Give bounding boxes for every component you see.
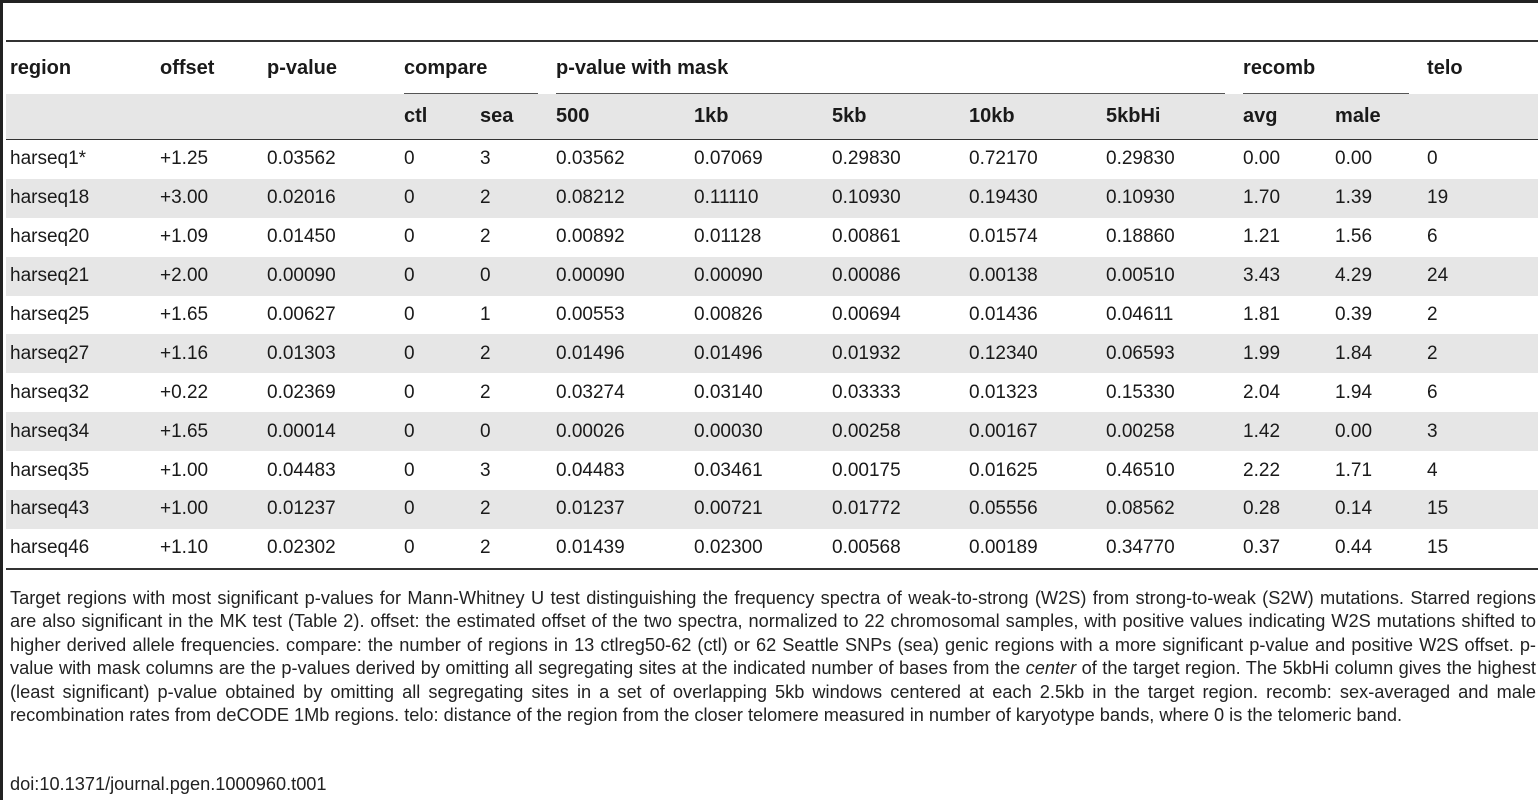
table-row bbox=[6, 140, 1538, 179]
cell-offset: +2.00 bbox=[156, 257, 263, 296]
cell-ctl: 0 bbox=[400, 490, 476, 529]
table-row bbox=[6, 451, 1538, 490]
subheader-ctl: ctl bbox=[400, 94, 476, 140]
cell-telo: 19 bbox=[1423, 179, 1538, 218]
cell-sea: 2 bbox=[480, 381, 491, 403]
cell-recomb-male: 1.94 bbox=[1335, 381, 1373, 403]
header-mask bbox=[552, 41, 1239, 94]
cell-mask-500: 0.00553 bbox=[556, 304, 625, 325]
cell-region: harseq46 bbox=[6, 529, 156, 569]
cell-region: harseq18 bbox=[6, 179, 156, 218]
header-row-1 bbox=[6, 41, 1538, 94]
cell-mask-10kb: 0.12340 bbox=[965, 334, 1102, 373]
cell-recomb-male: 4.29 bbox=[1331, 257, 1423, 296]
cell-mask-5kbhi: 0.34770 bbox=[1102, 529, 1239, 569]
cell-mask-1kb: 0.02300 bbox=[690, 529, 828, 569]
cell-recomb-avg: 1.42 bbox=[1239, 412, 1331, 451]
subheader-avg: avg bbox=[1239, 94, 1331, 140]
cell-sea: 1 bbox=[480, 304, 491, 325]
cell-mask-1kb: 0.03461 bbox=[694, 459, 763, 481]
table-row bbox=[6, 179, 1538, 218]
cell-region: harseq43 bbox=[6, 490, 156, 529]
table-row bbox=[6, 334, 1538, 373]
cell-recomb-male: 1.71 bbox=[1335, 459, 1373, 481]
cell-sea: 2 bbox=[476, 334, 552, 373]
cell-region: harseq25 bbox=[10, 304, 90, 325]
subheader-sea: sea bbox=[476, 94, 552, 140]
recomb-group-rule bbox=[1243, 93, 1409, 94]
cell-mask-5kbhi: 0.00258 bbox=[1102, 412, 1239, 451]
cell-sea: 0 bbox=[476, 412, 552, 451]
cell-mask-500: 0.00892 bbox=[556, 226, 625, 248]
cell-recomb-male: 0.44 bbox=[1331, 529, 1423, 569]
cell-mask-500: 0.08212 bbox=[552, 179, 690, 218]
cell-mask-1kb: 0.03140 bbox=[694, 381, 763, 403]
header-recomb bbox=[1239, 41, 1423, 94]
cell-ctl: 0 bbox=[400, 257, 476, 296]
cell-mask-5kbhi: 0.04611 bbox=[1106, 304, 1174, 325]
results-table bbox=[6, 40, 1538, 570]
cell-mask-5kb: 0.00086 bbox=[828, 257, 965, 296]
table-caption bbox=[10, 587, 1536, 727]
cell-sea: 2 bbox=[476, 179, 552, 218]
cell-telo: 15 bbox=[1423, 529, 1538, 569]
subheader-500: 500 bbox=[552, 94, 690, 140]
cell-mask-5kb: 0.01932 bbox=[828, 334, 965, 373]
table-row bbox=[6, 257, 1538, 296]
subheader-5kb: 5kb bbox=[828, 94, 965, 140]
cell-pvalue: 0.03562 bbox=[267, 148, 336, 170]
cell-telo: 2 bbox=[1427, 304, 1438, 325]
cell-region: harseq35 bbox=[10, 459, 90, 481]
cell-mask-1kb: 0.01128 bbox=[694, 226, 762, 248]
cell-offset: +1.00 bbox=[160, 459, 209, 481]
cell-mask-10kb: 0.01625 bbox=[969, 459, 1038, 481]
subheader-5kbhi: 5kbHi bbox=[1102, 94, 1239, 140]
cell-telo: 4 bbox=[1427, 459, 1438, 481]
doi-text: doi:10.1371/journal.pgen.1000960.t001 bbox=[10, 774, 327, 794]
table-row bbox=[6, 412, 1538, 451]
cell-mask-5kb: 0.00861 bbox=[832, 226, 901, 248]
cell-offset: +1.10 bbox=[156, 529, 263, 569]
cell-mask-5kbhi: 0.18860 bbox=[1106, 226, 1175, 248]
cell-mask-5kbhi: 0.08562 bbox=[1102, 490, 1239, 529]
cell-mask-500: 0.03274 bbox=[556, 381, 625, 403]
cell-telo: 6 bbox=[1427, 381, 1438, 403]
cell-mask-5kb: 0.01772 bbox=[828, 490, 965, 529]
table-row bbox=[6, 373, 1538, 412]
cell-mask-5kb: 0.03333 bbox=[832, 381, 901, 403]
cell-mask-500: 0.00090 bbox=[552, 257, 690, 296]
subheader-empty-offset bbox=[156, 94, 263, 140]
table-row bbox=[6, 218, 1538, 257]
cell-recomb-male: 1.39 bbox=[1331, 179, 1423, 218]
cell-offset: +1.16 bbox=[156, 334, 263, 373]
table-row bbox=[6, 529, 1538, 569]
cell-recomb-male: 0.39 bbox=[1335, 304, 1373, 325]
cell-recomb-avg: 1.21 bbox=[1243, 226, 1281, 248]
cell-mask-1kb: 0.11110 bbox=[690, 179, 828, 218]
cell-pvalue: 0.01237 bbox=[263, 490, 400, 529]
cell-mask-500: 0.03562 bbox=[556, 148, 625, 170]
cell-recomb-avg: 1.70 bbox=[1239, 179, 1331, 218]
cell-ctl: 0 bbox=[400, 179, 476, 218]
cell-telo: 24 bbox=[1423, 257, 1538, 296]
cell-mask-500: 0.04483 bbox=[556, 459, 625, 481]
cell-mask-5kbhi: 0.46510 bbox=[1106, 459, 1175, 481]
cell-recomb-male: 1.84 bbox=[1331, 334, 1423, 373]
top-border bbox=[0, 0, 1538, 3]
cell-mask-5kbhi: 0.00510 bbox=[1102, 257, 1239, 296]
compare-group-rule bbox=[404, 93, 538, 94]
cell-offset: +3.00 bbox=[156, 179, 263, 218]
cell-pvalue: 0.01450 bbox=[267, 226, 336, 248]
data-table-container bbox=[6, 40, 1538, 570]
cell-mask-5kbhi: 0.15330 bbox=[1106, 381, 1175, 403]
cell-offset: +1.65 bbox=[160, 304, 209, 325]
cell-sea: 2 bbox=[480, 226, 491, 248]
cell-recomb-male: 0.00 bbox=[1331, 412, 1423, 451]
cell-recomb-male: 0.14 bbox=[1331, 490, 1423, 529]
cell-mask-10kb: 0.01436 bbox=[969, 304, 1038, 325]
cell-sea: 3 bbox=[480, 459, 491, 481]
cell-telo: 15 bbox=[1423, 490, 1538, 529]
cell-mask-5kb: 0.29830 bbox=[832, 148, 901, 170]
cell-mask-1kb: 0.01496 bbox=[690, 334, 828, 373]
cell-pvalue: 0.04483 bbox=[267, 459, 336, 481]
header-recomb-label: recomb bbox=[1243, 56, 1316, 79]
cell-pvalue: 0.02302 bbox=[263, 529, 400, 569]
cell-mask-10kb: 0.00167 bbox=[965, 412, 1102, 451]
header-telo: telo bbox=[1423, 41, 1538, 94]
cell-mask-5kb: 0.00694 bbox=[832, 304, 901, 325]
cell-ctl: 0 bbox=[404, 226, 415, 248]
caption-emphasis: center bbox=[1025, 658, 1077, 679]
cell-mask-10kb: 0.19430 bbox=[965, 179, 1102, 218]
header-mask-label: p-value with mask bbox=[556, 56, 729, 79]
cell-mask-500: 0.01496 bbox=[552, 334, 690, 373]
cell-region: harseq27 bbox=[6, 334, 156, 373]
subheader-1kb: 1kb bbox=[690, 94, 828, 140]
cell-ctl: 0 bbox=[400, 334, 476, 373]
cell-mask-10kb: 0.00138 bbox=[965, 257, 1102, 296]
cell-telo: 3 bbox=[1423, 412, 1538, 451]
cell-sea: 2 bbox=[476, 490, 552, 529]
header-region: region bbox=[6, 41, 156, 94]
cell-recomb-avg: 2.04 bbox=[1243, 381, 1281, 403]
cell-telo: 6 bbox=[1427, 226, 1438, 248]
table-row bbox=[6, 490, 1538, 529]
cell-sea: 2 bbox=[476, 529, 552, 569]
cell-mask-5kb: 0.00258 bbox=[828, 412, 965, 451]
cell-ctl: 0 bbox=[404, 304, 415, 325]
cell-recomb-male: 0.00 bbox=[1335, 148, 1373, 170]
cell-ctl: 0 bbox=[404, 381, 415, 403]
cell-mask-10kb: 0.01574 bbox=[969, 226, 1038, 248]
cell-mask-1kb: 0.00721 bbox=[690, 490, 828, 529]
subheader-empty-region bbox=[6, 94, 156, 140]
cell-mask-1kb: 0.00826 bbox=[694, 304, 763, 325]
header-compare bbox=[400, 41, 552, 94]
cell-recomb-avg: 2.22 bbox=[1243, 459, 1281, 481]
cell-telo: 2 bbox=[1423, 334, 1538, 373]
cell-pvalue: 0.00627 bbox=[267, 304, 336, 325]
cell-offset: +1.00 bbox=[156, 490, 263, 529]
cell-recomb-avg: 1.81 bbox=[1243, 304, 1281, 325]
cell-pvalue: 0.02016 bbox=[263, 179, 400, 218]
caption-part-1: Target regions with most significant p-values for Mann-Whitney U test distinguishing the frequency spectra of weak-to-strong (W2S) from strong-to-weak (S2W) mutations. Starred regions are also significant in the MK test (Table 2). offset: the estimated offset of the two spectra, normalized to 22 chromosomal samples, with positive values indicating W2S mutations shifted to higher derived allele frequencies. compare: the number of regions in 13 ctlreg50-62 (ctl) or 62 Seattle SNPs (sea) genic regions with a more significant p-value and positive W2S offset. p-value with mask columns are the p-values derived by omitting all segregating sites at the indicated number of bases from the bbox=[10, 588, 1536, 679]
cell-recomb-avg: 1.99 bbox=[1239, 334, 1331, 373]
cell-recomb-avg: 0.28 bbox=[1239, 490, 1331, 529]
cell-pvalue: 0.02369 bbox=[267, 381, 336, 403]
cell-recomb-avg: 0.00 bbox=[1243, 148, 1281, 170]
cell-offset: +1.09 bbox=[160, 226, 209, 248]
cell-pvalue: 0.00090 bbox=[263, 257, 400, 296]
cell-recomb-avg: 3.43 bbox=[1239, 257, 1331, 296]
cell-mask-10kb: 0.05556 bbox=[965, 490, 1102, 529]
cell-region: harseq1* bbox=[10, 148, 87, 170]
cell-mask-1kb: 0.07069 bbox=[694, 148, 763, 170]
cell-pvalue: 0.00014 bbox=[263, 412, 400, 451]
cell-region: harseq21 bbox=[6, 257, 156, 296]
header-row-2 bbox=[6, 94, 1538, 140]
subheader-10kb: 10kb bbox=[965, 94, 1102, 140]
header-compare-label: compare bbox=[404, 56, 488, 79]
header-pvalue: p-value bbox=[263, 41, 400, 94]
mask-group-rule bbox=[556, 93, 1225, 94]
cell-ctl: 0 bbox=[404, 148, 415, 170]
subheader-empty-telo bbox=[1423, 94, 1538, 140]
cell-mask-5kbhi: 0.06593 bbox=[1102, 334, 1239, 373]
cell-recomb-male: 1.56 bbox=[1335, 226, 1373, 248]
cell-region: harseq20 bbox=[10, 226, 90, 248]
cell-mask-10kb: 0.01323 bbox=[969, 381, 1038, 403]
cell-mask-500: 0.01439 bbox=[552, 529, 690, 569]
subheader-male: male bbox=[1331, 94, 1423, 140]
cell-ctl: 0 bbox=[404, 459, 415, 481]
cell-mask-5kb: 0.10930 bbox=[828, 179, 965, 218]
cell-offset: +1.25 bbox=[160, 148, 209, 170]
cell-mask-1kb: 0.00090 bbox=[690, 257, 828, 296]
cell-sea: 3 bbox=[480, 148, 491, 170]
cell-sea: 0 bbox=[476, 257, 552, 296]
cell-region: harseq34 bbox=[6, 412, 156, 451]
cell-region: harseq32 bbox=[10, 381, 90, 403]
cell-mask-10kb: 0.72170 bbox=[969, 148, 1038, 170]
subheader-empty-pvalue bbox=[263, 94, 400, 140]
cell-offset: +1.65 bbox=[156, 412, 263, 451]
cell-mask-500: 0.01237 bbox=[552, 490, 690, 529]
table-body bbox=[6, 140, 1538, 569]
cell-recomb-avg: 0.37 bbox=[1239, 529, 1331, 569]
caption-part-2: of the target region. The 5kbHi column gives the highest (least significant) p-value obtained by omitting all segregating sites in a set of overlapping 5kb windows centered at each 2.5kb in the target region. recomb: sex-averaged and male recombination rates from deCODE 1Mb regions. telo: distance of the region from the closer telomere measured in number of karyotype bands, where 0 is the telomeric band. bbox=[10, 658, 1536, 726]
cell-mask-500: 0.00026 bbox=[552, 412, 690, 451]
cell-ctl: 0 bbox=[400, 412, 476, 451]
cell-mask-5kbhi: 0.29830 bbox=[1106, 148, 1175, 170]
table-row bbox=[6, 296, 1538, 335]
cell-offset: +0.22 bbox=[160, 381, 209, 403]
cell-mask-1kb: 0.00030 bbox=[690, 412, 828, 451]
cell-mask-5kb: 0.00568 bbox=[828, 529, 965, 569]
cell-pvalue: 0.01303 bbox=[263, 334, 400, 373]
cell-mask-10kb: 0.00189 bbox=[965, 529, 1102, 569]
left-border bbox=[0, 0, 3, 800]
cell-mask-5kbhi: 0.10930 bbox=[1102, 179, 1239, 218]
header-offset: offset bbox=[156, 41, 263, 94]
cell-telo: 0 bbox=[1427, 148, 1438, 170]
cell-mask-5kb: 0.00175 bbox=[832, 459, 901, 481]
cell-ctl: 0 bbox=[400, 529, 476, 569]
